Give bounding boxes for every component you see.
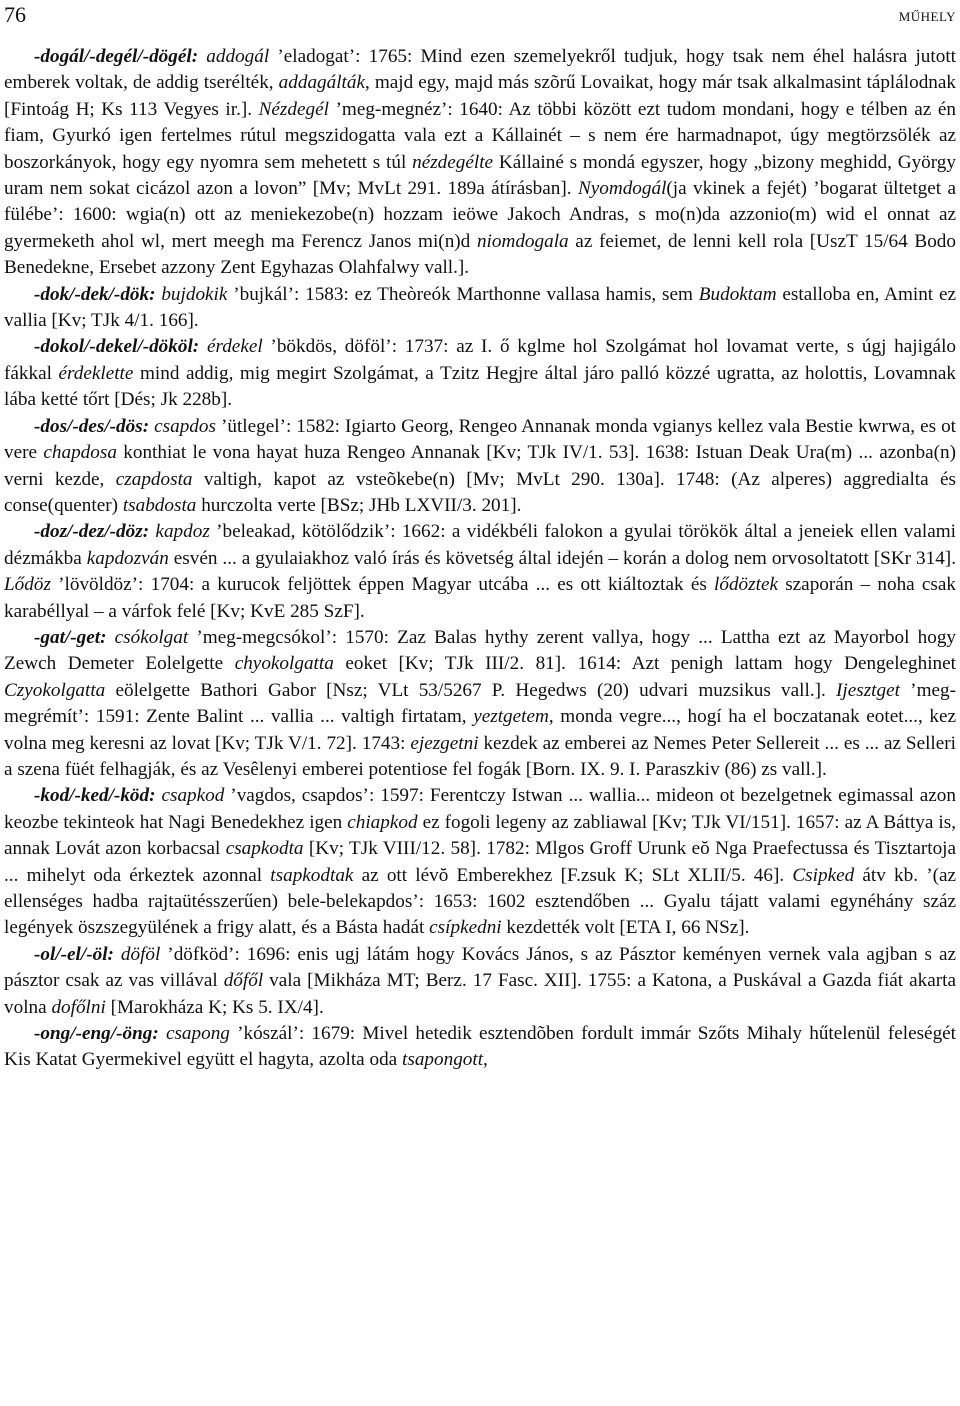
text-run: ’lövöldöz’: 1704: a kurucok feljöttek éppen Magyar utcába ... es ott kiáltoztak és xyxy=(50,574,715,596)
italic-term: Ijesztget xyxy=(836,679,900,701)
italic-term: Csipked xyxy=(792,864,855,886)
italic-term: Nyomdogál xyxy=(577,178,667,200)
entry-heading: -dokol/-dekel/-dököl: xyxy=(34,336,200,358)
text-run: [Kv; TJk VIII/12. 58]. 1782: Mlgos Groff Urunk eŏ Nga Praefectussa és Tisztartoja ... mihelyt oda érkeztek azonnal xyxy=(4,838,957,886)
paragraph xyxy=(4,414,956,520)
paragraph xyxy=(4,1021,956,1074)
entry-heading-bold xyxy=(34,944,114,965)
entry-heading-bold xyxy=(34,416,149,437)
text-run: eoket [Kv; TJk III/2. 81]. 1614: Azt penigh lattam hogy Dengeleghinet xyxy=(333,653,957,675)
italic-term: bujdokik xyxy=(161,283,228,305)
text-run: konthiat le vona hayat huza Rengeo Annanak [Kv; TJk IV/1. 53]. 1638: Istuan Deak Ura(m) ... azonba(n) verni kezde, xyxy=(4,442,956,490)
running-head: MŰHELY xyxy=(898,9,956,24)
paragraph xyxy=(4,334,956,413)
text-run: estalloba en, Amint ez vallia [Kv; TJk 4/1. 166]. xyxy=(4,283,956,332)
entry-heading: -kod/-ked/-köd: xyxy=(34,785,156,807)
italic-term: tsapkodtak xyxy=(270,864,354,886)
paragraph xyxy=(4,625,956,783)
entry-heading: -doz/-dez/-döz: xyxy=(34,521,150,543)
text-run: ’meg-megnéz’: 1640: Az többi között ezt tudom mondani, hogy e télben az én fiam, Gyurkó igen fertelmes rútul megszidogatta vala ezt a Kállainét – s nem ére harmadnapot, úgy megtörzsölék az boszorkányok, hogy egy nyomra sem mehetett s túl xyxy=(4,98,956,173)
text-run: ’meg-megcsókol’: 1570: Zaz Balas hythy zerent vallya, hogy ... Lattha ezt az Mayorbol hogy Zewch Demeter Eolelgette xyxy=(4,626,957,675)
text-run: valtigh, kapot az vsteõkebe(n) [Mv; MvLt 290. 130a]. 1748: (Az alperes) aggredialta és conse(quenter) xyxy=(4,468,956,516)
entry-heading: -dos/-des/-dös: xyxy=(34,415,150,437)
text-run: ’bökdös, döföl’: 1737: az I. ő kglme hol Szolgámat hol lovamat verte, s úgj hajigálo fákkal xyxy=(4,336,956,384)
text-run: kezdették volt [ETA I, 66 NSz]. xyxy=(501,917,750,939)
entry-heading-bold xyxy=(34,785,156,806)
entry-heading-bold xyxy=(34,284,156,305)
text-run: ’meg-megrémít’: 1591: Zente Balint ... vallia ... valtigh firtatam, xyxy=(4,679,956,728)
italic-term: czapdosta xyxy=(115,468,193,490)
text-run: esvén ... a gyulaiakhoz való írás és követség által idején – korán a dolog nem orvosoltatott [SKr 314]. xyxy=(168,547,956,569)
italic-term: chapdosa xyxy=(43,442,117,464)
italic-term: dőfől xyxy=(223,970,264,992)
text-run xyxy=(106,627,114,648)
entry-heading-bold xyxy=(34,336,199,357)
italic-term: dofőlni xyxy=(51,996,106,1018)
text-run: hurczolta verte [BSz; JHb LXVII/3. 201]. xyxy=(196,494,522,516)
entry-heading: -gat/-get: xyxy=(34,626,107,648)
text-run: eölelgette Bathori Gabor [Nsz; VLt 53/5267 P. Hegedws (20) udvari muzsikus vall.]. xyxy=(105,679,837,701)
italic-term: csapkodta xyxy=(225,838,304,860)
italic-term: niomdogala xyxy=(476,230,569,252)
italic-term: addogál xyxy=(206,46,270,67)
italic-term: csapong xyxy=(165,1023,230,1045)
entry-heading: -dok/-dek/-dök: xyxy=(34,283,156,305)
text-run: [Marokháza K; Ks 5. IX/4]. xyxy=(105,996,324,1018)
italic-term: chyokolgatta xyxy=(234,653,334,675)
entry-heading-bold xyxy=(34,1023,159,1044)
italic-term: kapdoz xyxy=(155,521,210,543)
text-run: Kállainé s mondá egyszer, hogy „bizony meghidd, György uram nem sokat cicázol azon a lovon” [Mv; MvLt 291. 189a átírásban]. xyxy=(4,151,956,200)
italic-term: tsapongott xyxy=(402,1049,484,1071)
text-run: , xyxy=(483,1049,488,1071)
text-run: átv kb. ’(az ellenséges hadba rajtaütésszerűen) bele-belekapdos’: 1653: 1602 esztendőben ... Gyalu tájatt valami egynéhány száz legények öszszegyülének a frigy alatt, és a Básta hadát xyxy=(4,864,957,939)
paragraph xyxy=(4,44,956,282)
italic-term: addagálták xyxy=(278,72,365,94)
text-run xyxy=(199,336,207,357)
text-run: az ott lévŏ Emberekhez [F.zsuk K; SLt XLII/5. 46]. xyxy=(353,864,793,886)
text-run: (ja vkinek a fejét) ’bogarat ültetget a fülébe’: 1600: wgia(n) ott az meniekezobe(n) hozzam ieöwe Jakoch Andras, s mo(n)da azzonio(m) wid el onnat az gyermeketh ahol wl, mert meegh ma Ferencz Janos mi(n)d xyxy=(4,178,957,252)
italic-term: yeztgetem xyxy=(473,706,549,728)
italic-term: tsabdosta xyxy=(122,494,197,516)
text-run: vala [Mikháza MT; Berz. 17 Fasc. XII]. 1755: a Katona, a Puskával a Gazda fiát akarta volna xyxy=(4,970,956,1018)
italic-term: érdeklette xyxy=(58,362,134,384)
italic-term: érdekel xyxy=(206,336,263,358)
italic-term: lődöztek xyxy=(714,574,778,596)
text-run xyxy=(114,944,121,965)
italic-term: csapdos xyxy=(154,415,216,437)
italic-term: ejezgetni xyxy=(410,732,479,754)
text-run: ’vagdos, csapdos’: 1597: Ferentczy Istwan ... wallia... mideon ot bezelgetnek egimassal azon keozbe tekinteok hat Nagi Benedekhez igen xyxy=(4,785,956,833)
entry-heading: -ong/-eng/-öng: xyxy=(34,1023,159,1045)
paragraph xyxy=(4,783,956,941)
italic-term: csípkedni xyxy=(429,917,502,939)
text-run: kezdek az emberei az Nemes Peter Sellereit ... es ... az Selleri a szena füét felhagják, és az Vesêlenyi emberei potentiose fel fogák [Born. IX. 9. I. Paraszkiv (86) zs vall.]. xyxy=(4,732,956,780)
text-run: ’eladogat’: 1765: Mind ezen szemelyekről tudjuk, hogy tsak nem éhel halásra jutott emberek voltak, de addig tserélték, xyxy=(4,46,956,94)
text-run: az feiemet, de lenni kell rola [UszT 15/64 Bodo Benedekne, Ersebet azzony Zent Egyhazas Olahfalwy vall.]. xyxy=(4,230,956,279)
italic-term: chiapkod xyxy=(347,811,418,833)
paragraph xyxy=(4,942,956,1021)
text-run: ez fogoli legeny az zabliawal [Kv; TJk VI/151]. 1657: az A Báttya is, annak Lovát azon korbacsal xyxy=(4,811,957,860)
italic-term: nézdegélte xyxy=(412,151,494,173)
italic-term: csapkod xyxy=(161,785,225,807)
italic-term: Budoktam xyxy=(698,283,777,305)
text-run: ’ütlegel’: 1582: Igiarto Georg, Rengeo Annanak monda vgianys kellez vala Bestie kwrwa, es ot vere xyxy=(4,415,956,464)
italic-term: Lődöz xyxy=(4,574,51,596)
text-run: , majd egy, majd más szõrű Lovaikat, hogy már tsak alkalmasint táplálodnak [Fintoág H; Ks 113 Vegyes ir.]. xyxy=(4,72,956,120)
text-run xyxy=(159,1023,166,1044)
paragraph xyxy=(4,519,956,625)
text-run: , monda vegre..., hogí ha el boczatanak eotet..., kez volna meg keresni az lovat [Kv; TJk V/1. 72]. 1743: xyxy=(4,706,957,754)
italic-term: csókolgat xyxy=(114,626,189,648)
page-number: 76 xyxy=(4,2,26,27)
document-body xyxy=(4,30,956,1074)
text-run: szaporán – noha csak karabéllyal – a várfok felé [Kv; KvE 285 SzF]. xyxy=(4,574,957,622)
italic-term: Czyokolgatta xyxy=(4,679,106,701)
entry-heading: -dogál/-degél/-dögél: xyxy=(34,46,199,67)
text-run: mind addig, mig megirt Szolgámat, a Tzitz Hegjre által járo palló közzé ugratta, az holottis, Lovamnak lába ketté tőrt [Dés; Jk 228b]. xyxy=(4,362,956,411)
text-run: ’kószál’: 1679: Mivel hetedik esztendõben fordult immár Szőts Mihaly hűtelenül feleségét Kis Katat Gyermekivel együtt el hagyta, azolta oda xyxy=(4,1023,957,1071)
paragraph xyxy=(4,282,956,335)
italic-term: Nézdegél xyxy=(258,98,329,120)
italic-term: döföl xyxy=(120,943,161,965)
text-run: ’bujkál’: 1583: ez Theòreók Marthonne vallasa hamis, sem xyxy=(227,283,699,305)
page-header xyxy=(4,0,956,30)
text-run: ’beleakad, kötölődzik’: 1662: a vidékbéli falokon a gyulai törökök által a jeneiek ellen valami dézmákba xyxy=(4,521,957,569)
entry-heading: -ol/-el/-öl: xyxy=(34,943,114,965)
entry-heading-bold xyxy=(34,627,106,648)
text-run: ’döfködʼ: 1696: enis ugj látám hogy Kovács János, s az Pásztor keményen vernek vala agjban s az pásztor csak az vas villával xyxy=(4,943,956,992)
entry-heading-bold xyxy=(34,46,198,67)
entry-heading-bold xyxy=(34,521,149,542)
italic-term: kapdozván xyxy=(86,547,169,569)
